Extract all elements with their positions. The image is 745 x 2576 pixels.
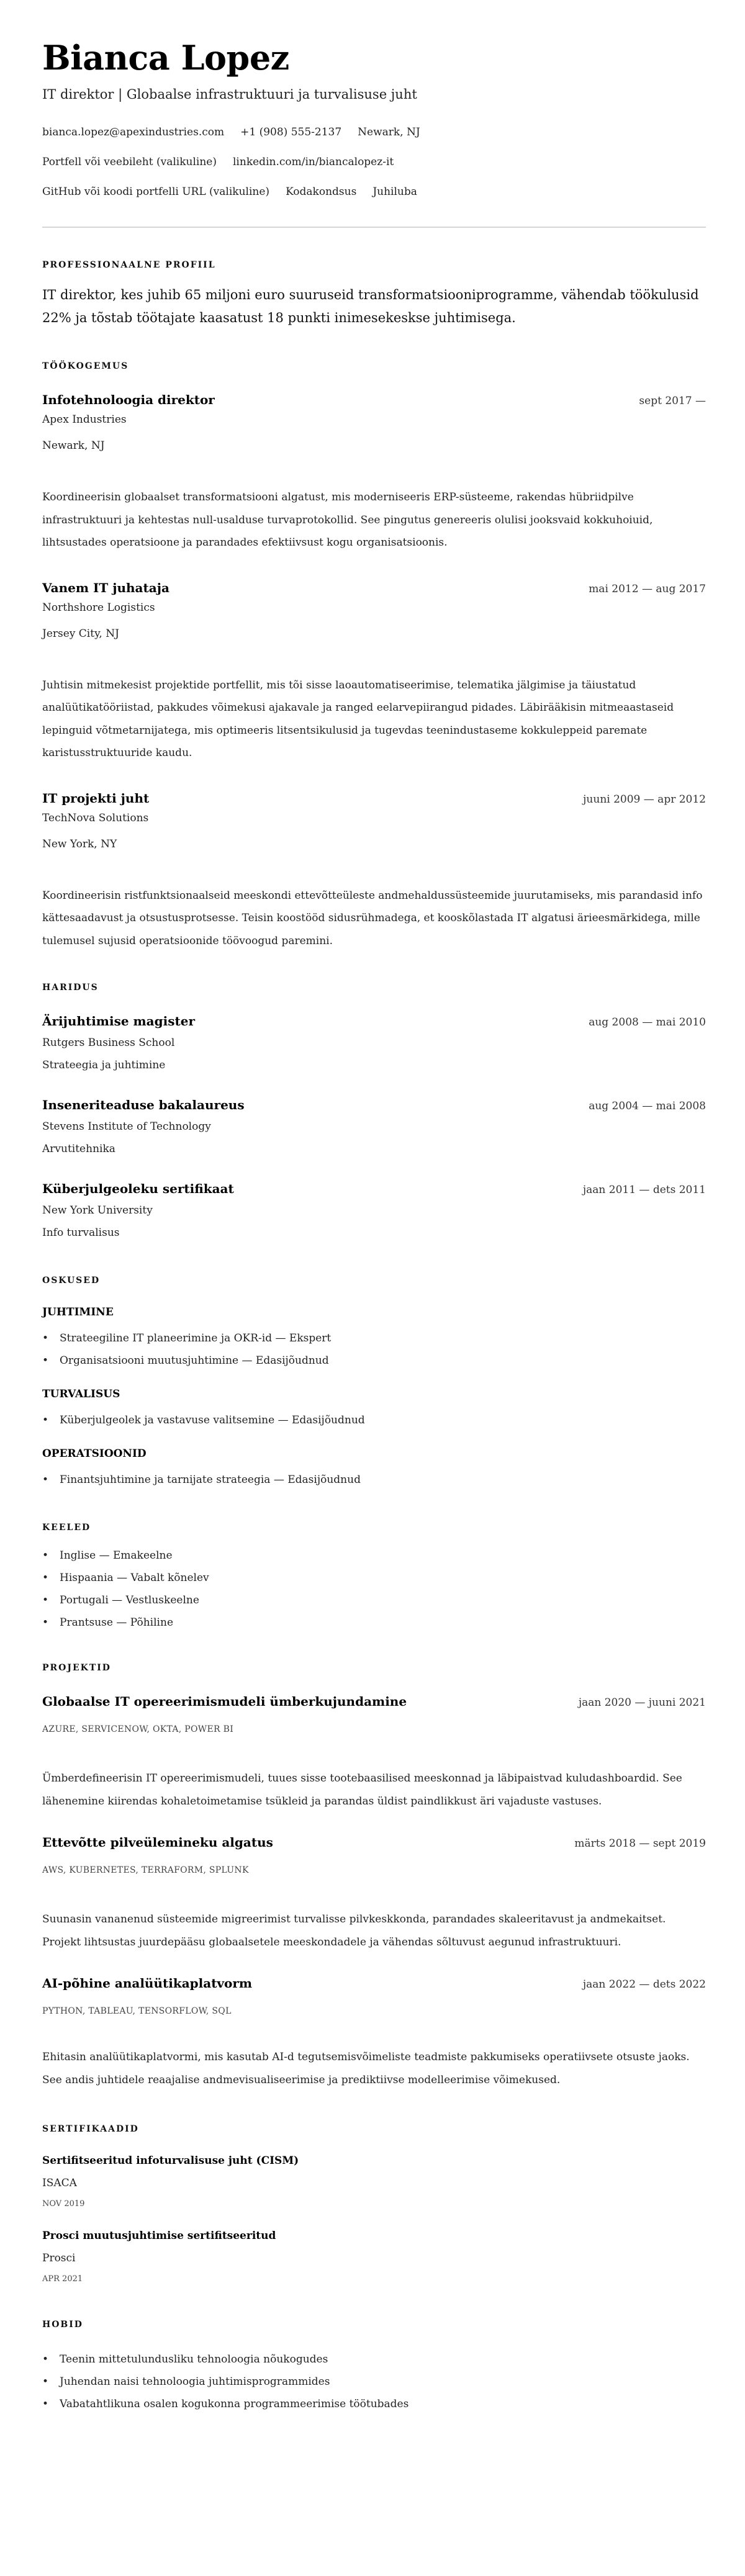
skill-group-title: JUHTIMINE — [42, 1306, 114, 1318]
degree-title-header — [42, 1012, 706, 1031]
degree-title-header — [42, 1180, 706, 1199]
section-heading-projects: PROJEKTID — [42, 1663, 111, 1673]
company-name: Apex Industries — [42, 413, 127, 426]
school-name: Rutgers Business School — [42, 1037, 175, 1049]
date-range: jaan 2011 — dets 2011 — [582, 1184, 706, 1196]
skill-list — [42, 1409, 706, 1431]
candidate-name: Bianca Lopez — [42, 38, 289, 78]
skill-group-title: TURVALISUS — [42, 1388, 120, 1400]
certification-issuer: ISACA — [42, 2177, 77, 2189]
hobby-item: • Juhendan naisi tehnoloogia juhtimisprogrammides — [42, 2371, 706, 2393]
job-title: IT projekti juht — [42, 790, 150, 806]
skill-list — [42, 1469, 706, 1491]
phone: +1 (908) 555-2137 — [240, 126, 342, 138]
certification-title: Prosci muutusjuhtimise sertifitseeritud — [42, 2230, 276, 2242]
projects-list — [42, 1693, 706, 2091]
skill-item: • Finantsjuhtimine ja tarnijate strateegia — Edasijõudnud — [42, 1469, 706, 1491]
hobby-item: • Teenin mittetulundusliku tehnoloogia nõukogudes — [42, 2348, 706, 2371]
education-entry — [42, 1012, 706, 1073]
header-divider — [42, 227, 706, 228]
project-entry — [42, 1834, 706, 1953]
hobbies-list — [42, 2348, 706, 2415]
project-title: Ettevõtte pilveülemineku algatus — [42, 1835, 273, 1850]
skill-item: • Küberjulgeolek ja vastavuse valitsemine — Edasijõudnud — [42, 1409, 706, 1431]
skills-list — [42, 1305, 706, 1491]
date-range: jaan 2022 — dets 2022 — [582, 1978, 706, 1991]
github-link[interactable]: GitHub või koodi portfelli URL (valikuline) — [42, 186, 270, 198]
languages-list — [42, 1544, 706, 1634]
school-name: New York University — [42, 1204, 153, 1217]
skill-list — [42, 1327, 706, 1372]
job-entry — [42, 790, 706, 953]
skill-item: • Strateegiline IT planeerimine ja OKR-id — Ekspert — [42, 1327, 706, 1349]
degree-title: Küberjulgeoleku sertifikaat — [42, 1181, 234, 1196]
project-description: Suunasin vananenud süsteemide migreerimist turvalisse pilvkeskkonda, parandades skaleeritavust ja andmekaitset. Projekt lihtsustas juurdepääsu globaalsetele meeskondadele ja vähendas sõltuvust aegunud infrastruktuuri. — [42, 1913, 666, 1948]
project-tech-stack: AWS, KUBERNETES, TERRAFORM, SPLUNK — [42, 1865, 249, 1875]
project-tech-stack: AZURE, SERVICENOW, OKTA, POWER BI — [42, 1724, 234, 1734]
section-heading-languages: KEELED — [42, 1523, 91, 1533]
project-title-header — [42, 1975, 706, 1993]
certification-date: APR 2021 — [42, 2274, 83, 2284]
language-item: • Portugali — Vestluskeelne — [42, 1589, 706, 1611]
project-title: Globaalse IT opereerimismudeli ümberkujundamine — [42, 1694, 407, 1709]
job-description: Juhtisin mitmekesist projektide portfellit, mis tõi sisse laoautomatiseerimise, telematika jälgimise ja täiustatud analüütikatööriistad, pakkudes võimekusi ajakavale ja ranged eelarvepiirangud pidades. Läbirääkisin mitmeaastaseid lepinguid võtmetarnijatega, mis optimeeris litsentsikulusid ja tugevdas teenindustaseme kokkuleppeid paremate karistusstruktuuride kaudu. — [42, 678, 674, 759]
citizenship: Kodakondsus — [286, 186, 357, 198]
job-location: Jersey City, NJ — [42, 627, 119, 640]
date-range: jaan 2020 — juuni 2021 — [578, 1696, 706, 1709]
date-range: märts 2018 — sept 2019 — [574, 1837, 706, 1850]
location: Newark, NJ — [358, 126, 420, 138]
company-name: TechNova Solutions — [42, 811, 149, 824]
language-item: • Inglise — Emakeelne — [42, 1544, 706, 1567]
field-of-study: Strateegia ja juhtimine — [42, 1059, 166, 1071]
education-list — [42, 1012, 706, 1241]
job-title: Infotehnoloogia direktor — [42, 392, 215, 407]
certification-date: NOV 2019 — [42, 2199, 85, 2209]
job-description: Koordineerisin globaalset transformatsiooni algatust, mis moderniseeris ERP-süsteeme, rakendas hübriidpilve infrastruktuuri ja kehtestas null-usalduse turvaprotokollid. See pingutus genereeris olulisi jooksvaid kokkuhoiuid, lihtsustades operatsioone ja parandades efektiivsust kogu organisatsioonis. — [42, 491, 653, 549]
project-entry — [42, 1693, 706, 1813]
language-item: • Prantsuse — Põhiline — [42, 1611, 706, 1634]
date-range: juuni 2009 — apr 2012 — [583, 793, 706, 806]
education-entry — [42, 1180, 706, 1241]
language-item: • Hispaania — Vabalt kõnelev — [42, 1567, 706, 1589]
skill-group-title: OPERATSIOONID — [42, 1448, 147, 1460]
degree-title: Ärijuhtimise magister — [42, 1014, 195, 1029]
job-description: Koordineerisin ristfunktsionaalseid meeskondi ettevõtteüleste andmehaldussüsteemide juurutamiseks, mis parandasid info kättesaadavust ja otsustusprotsesse. Teisin koostööd sidusrühmadega, et kooskõlastada IT algatusi ärieesmärkidega, mille tulemusel sujusid operatsioonide töövoogud paremini. — [42, 889, 703, 947]
job-title-header — [42, 391, 706, 410]
job-location: New York, NY — [42, 837, 117, 850]
degree-title-header — [42, 1096, 706, 1115]
project-description: Ehitasin analüütikaplatvormi, mis kasutab AI-d tegutsemisvõimeliste teadmiste pakkumiseks operatiivsete otsuste jaoks. See andis juhtidele reaajalise andmevisualiseerimise ja prediktiivse modelleerimise võimekused. — [42, 2051, 690, 2086]
section-heading-experience: TÖÖKOGEMUS — [42, 361, 129, 371]
degree-title: Inseneriteaduse bakalaureus — [42, 1097, 245, 1112]
skill-item: • Organisatsiooni muutusjuhtimine — Edasijõudnud — [42, 1349, 706, 1372]
section-heading-certifications: SERTIFIKAADID — [42, 2124, 139, 2134]
portfolio-link[interactable]: Portfell või veebileht (valikuline) — [42, 156, 217, 168]
project-entry — [42, 1975, 706, 2091]
school-name: Stevens Institute of Technology — [42, 1120, 211, 1133]
section-heading-skills: OSKUSED — [42, 1276, 101, 1286]
certification-entry — [42, 2228, 706, 2286]
company-name: Northshore Logistics — [42, 601, 155, 614]
job-entry — [42, 579, 706, 765]
project-title-header — [42, 1834, 706, 1852]
certification-issuer: Prosci — [42, 2252, 76, 2264]
project-title-header — [42, 1693, 706, 1711]
date-range: aug 2008 — mai 2010 — [589, 1016, 706, 1029]
project-description: Ümberdefineerisin IT opereerimismudeli, tuues sisse tootebaasilised meeskonnad ja läbipaistvad kuludashboardid. See lähenemine kiirendas kohaletoimetamise tsükleid ja parandas üldist paindlikkust äri vajaduste vastuses. — [42, 1772, 682, 1808]
linkedin-link[interactable]: linkedin.com/in/biancalopez-it — [233, 156, 394, 168]
email-link[interactable]: bianca.lopez@apexindustries.com — [42, 126, 225, 138]
section-heading-profile: PROFESSIONAALNE PROFIIL — [42, 260, 216, 270]
job-entry — [42, 391, 706, 554]
section-heading-hobbies: HOBID — [42, 2320, 83, 2330]
certification-entry — [42, 2153, 706, 2210]
job-title: Vanem IT juhataja — [42, 580, 169, 595]
section-heading-education: HARIDUS — [42, 983, 99, 993]
contact-row — [42, 184, 706, 200]
hobby-item: • Vabatahtlikuna osalen kogukonna programmeerimise töötubades — [42, 2393, 706, 2415]
education-entry — [42, 1096, 706, 1157]
date-range: mai 2012 — aug 2017 — [589, 582, 706, 595]
contact-row — [42, 124, 706, 140]
profile-summary: IT direktor, kes juhib 65 miljoni euro suuruseid transformatsiooniprogramme, vähendab töökulusid 22% ja tõstab töötajate kaasatust 18 punkti inimesekeskse juhtimisega. — [42, 287, 699, 325]
job-location: Newark, NJ — [42, 439, 105, 452]
field-of-study: Arvutitehnika — [42, 1143, 115, 1155]
drivers-license: Juhiluba — [372, 186, 417, 198]
certifications-list — [42, 2153, 706, 2286]
project-tech-stack: PYTHON, TABLEAU, TENSORFLOW, SQL — [42, 2006, 232, 2016]
date-range: aug 2004 — mai 2008 — [589, 1100, 706, 1112]
date-range: sept 2017 — — [639, 395, 706, 407]
job-title-header — [42, 579, 706, 598]
resume-header — [42, 38, 706, 200]
experience-list — [42, 391, 706, 952]
field-of-study: Info turvalisus — [42, 1227, 120, 1239]
contact-row — [42, 154, 706, 170]
certification-title: Sertifitseeritud infoturvalisuse juht (CISM) — [42, 2155, 299, 2167]
candidate-title: IT direktor | Globaalse infrastruktuuri ja turvalisuse juht — [42, 87, 417, 102]
project-title: AI-põhine analüütikaplatvorm — [42, 1976, 253, 1991]
job-title-header — [42, 790, 706, 808]
